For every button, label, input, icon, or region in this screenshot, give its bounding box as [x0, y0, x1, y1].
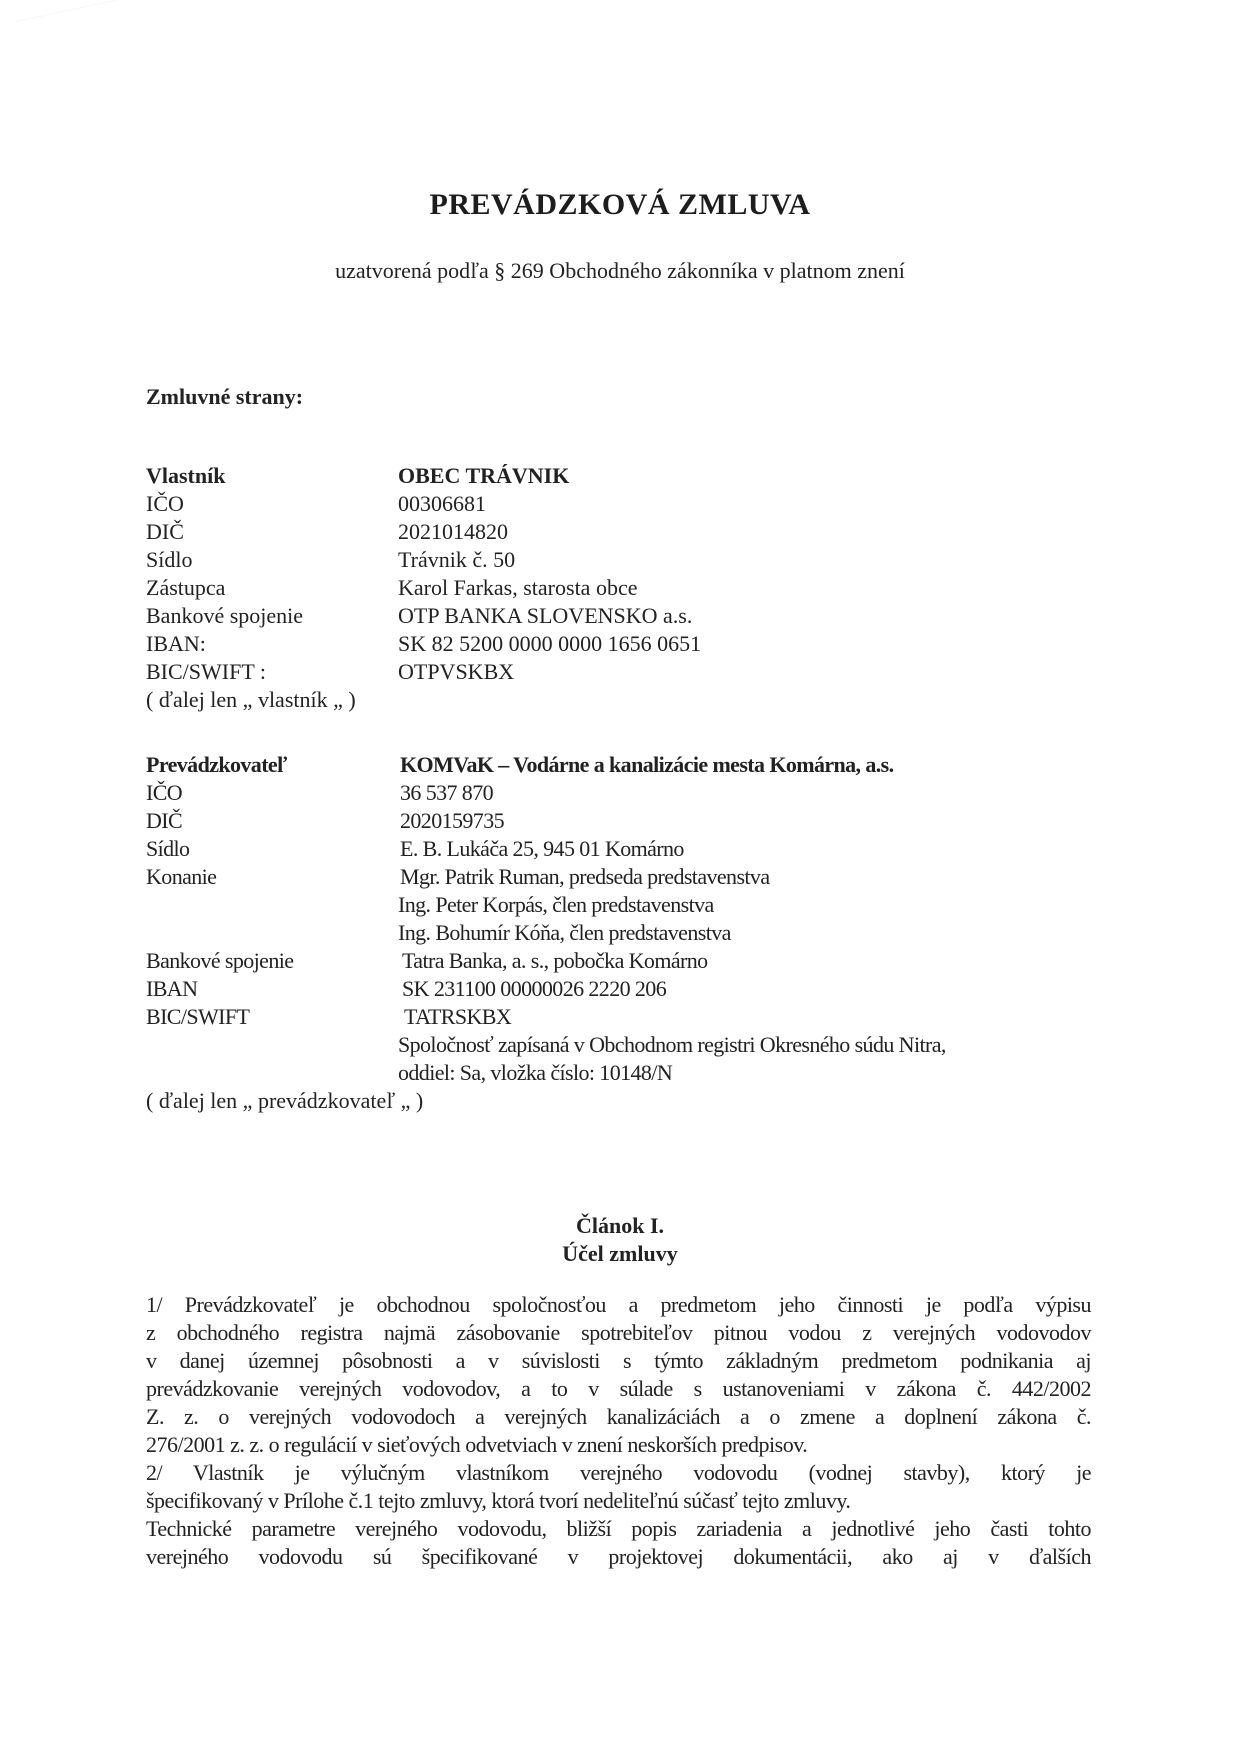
field-label: DIČ	[146, 808, 183, 833]
article-title: Účel zmluvy	[562, 1241, 678, 1266]
field-label: BIC/SWIFT	[146, 1004, 250, 1029]
owner-role-label: Vlastník	[146, 463, 226, 488]
owner-name: OBEC TRÁVNIK	[398, 463, 570, 488]
field-value: OTP BANKA SLOVENSKO a.s.	[398, 603, 693, 628]
field-value: Ing. Peter Korpás, člen predstavenstva	[398, 892, 714, 917]
field-value: SK 82 5200 0000 0000 1656 0651	[398, 631, 702, 656]
body-line: prevádzkovanie verejných vodovodov, a to v súlade s ustanoveniami v zákona č. 442/2002	[146, 1376, 1091, 1401]
field-value: 00306681	[398, 491, 486, 516]
body-line: 1/ Prevádzkovateľ je obchodnou spoločnosťou a predmetom jeho činnosti je podľa výpisu	[146, 1292, 1091, 1317]
operator-name: KOMVaK – Vodárne a kanalizácie mesta Komárna, a.s.	[400, 752, 894, 777]
field-label: BIC/SWIFT :	[146, 659, 267, 684]
body-line: verejného vodovodu sú špecifikované v projektovej dokumentácii, ako aj v ďalších	[146, 1544, 1091, 1569]
field-label: IBAN	[146, 976, 198, 1001]
field-value: 2020159735	[400, 808, 505, 833]
field-value: Trávnik č. 50	[398, 547, 516, 572]
document-title: PREVÁDZKOVÁ ZMLUVA	[429, 188, 811, 221]
parties-heading: Zmluvné strany:	[146, 384, 304, 409]
field-value: SK 231100 00000026 2220 206	[402, 976, 667, 1001]
body-line: 276/2001 z. z. o regulácií v sieťových odvetviach v znení neskorších predpisov.	[146, 1432, 808, 1457]
body-line: Z. z. o verejných vodovodoch a verejných kanalizáciách a o zmene a doplnení zákona č.	[146, 1404, 1091, 1429]
field-value: OTPVSKBX	[398, 659, 515, 684]
field-value: Karol Farkas, starosta obce	[398, 575, 638, 600]
field-label: IČO	[146, 491, 184, 516]
field-label: Bankové spojenie	[146, 948, 294, 973]
operator-alias-text: ( ďalej len „ prevádzkovateľ „ )	[146, 1088, 424, 1113]
body-line: špecifikovaný v Prílohe č.1 tejto zmluvy, ktorá tvorí nedeliteľnú súčasť tejto zmluvy.	[146, 1488, 851, 1513]
registry-text: oddiel: Sa, vložka číslo: 10148/N	[398, 1060, 673, 1085]
scan-artifact	[15, 0, 145, 81]
article-body	[146, 1291, 1091, 1571]
field-value: TATRSKBX	[404, 1004, 512, 1029]
field-label: Sídlo	[146, 547, 193, 572]
field-label: IČO	[146, 780, 183, 805]
field-value: Mgr. Patrik Ruman, predseda predstavenstva	[400, 864, 770, 889]
field-label: Sídlo	[146, 836, 190, 861]
body-line: v danej územnej pôsobnosti a v súvislosti s týmto základným predmetom podnikania aj	[146, 1348, 1091, 1373]
field-value: 2021014820	[398, 519, 508, 544]
article-number: Článok I.	[575, 1213, 665, 1238]
field-label: IBAN:	[146, 631, 206, 656]
body-line: z obchodného registra najmä zásobovanie spotrebiteľov pitnou vodou z verejných vodovodov	[146, 1320, 1091, 1345]
field-value: Ing. Bohumír Kóňa, člen predstavenstva	[398, 920, 731, 945]
body-line: Technické parametre verejného vodovodu, bližší popis zariadenia a jednotlivé jeho časti tohto	[146, 1516, 1091, 1541]
field-label: Zástupca	[146, 575, 226, 600]
document-subtitle: uzatvorená podľa § 269 Obchodného zákonníka v platnom znení	[335, 258, 905, 283]
field-label: Konanie	[146, 864, 217, 889]
body-line: 2/ Vlastník je výlučným vlastníkom verejného vodovodu (vodnej stavby), ktorý je	[146, 1460, 1091, 1485]
field-label: Bankové spojenie	[146, 603, 304, 628]
field-value: Tatra Banka, a. s., pobočka Komárno	[402, 948, 708, 973]
field-label: DIČ	[146, 519, 184, 544]
field-value: E. B. Lukáča 25, 945 01 Komárno	[400, 836, 684, 861]
field-value: 36 537 870	[400, 780, 494, 805]
operator-role-label: Prevádzkovateľ	[146, 752, 287, 777]
registry-text: Spoločnosť zapísaná v Obchodnom registri Okresného súdu Nitra,	[398, 1032, 946, 1057]
owner-alias-text: ( ďalej len „ vlastník „ )	[146, 687, 356, 712]
